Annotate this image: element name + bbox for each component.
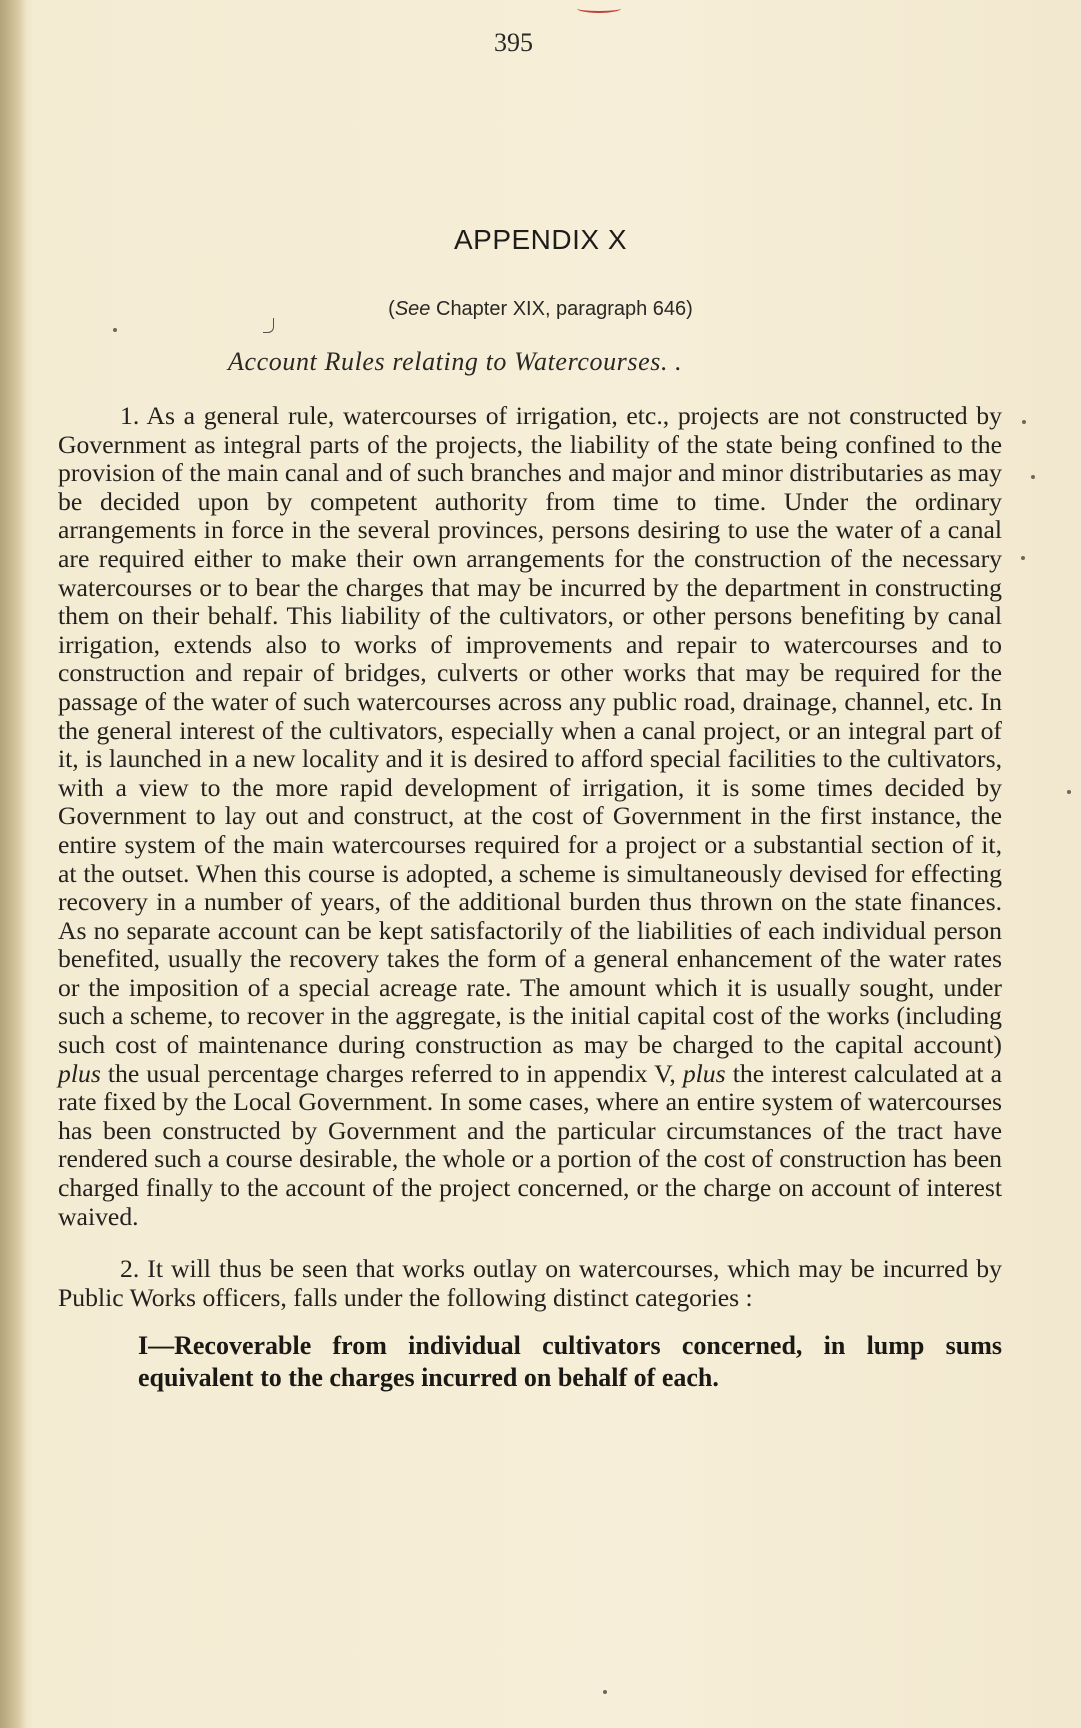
speck	[1067, 790, 1071, 794]
speck	[1031, 475, 1035, 479]
paragraph-1-mid: the usual percentage charges referred to in appendix V,	[107, 1058, 676, 1088]
reference-open: (	[388, 298, 395, 320]
chapter-reference	[0, 298, 1081, 321]
plus-italic-2: plus	[682, 1058, 726, 1088]
red-pencil-mark	[577, 4, 621, 13]
paragraph-1	[58, 402, 1002, 1231]
paragraph-1-text: 1. As a general rule, watercourses of irrigation, etc., projects are not constructed by Government as integral parts of the projects, the liability of the state being confined to the provision of the main canal and of such branches and major and minor distributaries as may be decided upon by competent authority from time to time. Under the ordinary arrangements in force in the several provinces, persons desiring to use the water of a canal are required either to make their own arrangements for the construction of the necessary watercourses or to bear the charges that may be incurred by the department in constructing them on their behalf. This liability of the cultivators, or other persons benefiting by canal irrigation, extends also to works of improvements and repair to watercourses and to construction and repair of bridges, culverts or other works that may be required for the passage of the water of such watercourses across any public road, drainage, channel, etc. In the general interest of the cultivators, especially when a canal project, or an integral part of it, is launched in a new locality and it is desired to afford special facilities to the cultivators, with a view to the more rapid development of irrigation, it is some times decided by Government to lay out and construct, at the cost of Government in the first instance, the entire system of the main watercourses required for a project or a substantial section of it, at the outset. When this course is adopted, a scheme is simultaneously devised for effecting recovery in a number of years, of the additional burden thus thrown on the state finances. As no separate account can be kept satisfactorily of the liabilities of each individual person benefited, usually the recovery takes the form of a general enhancement of the water rates or the imposition of a special acreage rate. The amount which it is usually sought, under such a scheme, to recover in the aggregate, is the initial capital cost of the works (including such cost of maintenance during construction as may be charged to the capital account)	[58, 401, 1002, 1060]
appendix-heading: APPENDIX X	[453, 224, 628, 255]
section-subtitle: Account Rules relating to Watercourses. .	[228, 347, 683, 376]
pencil-mark	[263, 318, 274, 333]
paragraph-2: 2. It will thus be seen that works outlay on watercourses, which may be incurred by Public Works officers, falls under the following distinct categories :	[58, 1254, 1002, 1312]
reference-see: See	[394, 298, 431, 320]
plus-italic-1: plus	[58, 1058, 101, 1088]
speck	[113, 328, 117, 332]
reference-rest: Chapter XIX, paragraph 646)	[430, 298, 693, 320]
body-text	[58, 402, 1002, 1394]
speck	[1022, 420, 1026, 424]
paragraph-1-end: the interest calculated at a rate fixed by the Local Government. In some cases, where an entire system of watercourses has been constructed by Government and the particular circumstances of the tract have rendered such a course desirable, the whole or a portion of the cost of construction has been charged finally to the account of the project concerned, or the charge on account of interest waived.	[58, 1058, 1002, 1231]
category-1: I—Recoverable from individual cultivators concerned, in lump sums equivalent to the charges incurred on behalf of each.	[138, 1331, 1002, 1393]
speck	[603, 1690, 607, 1694]
binding-shadow	[0, 0, 26, 1728]
page-number: 395	[494, 28, 533, 57]
speck	[1021, 556, 1025, 560]
